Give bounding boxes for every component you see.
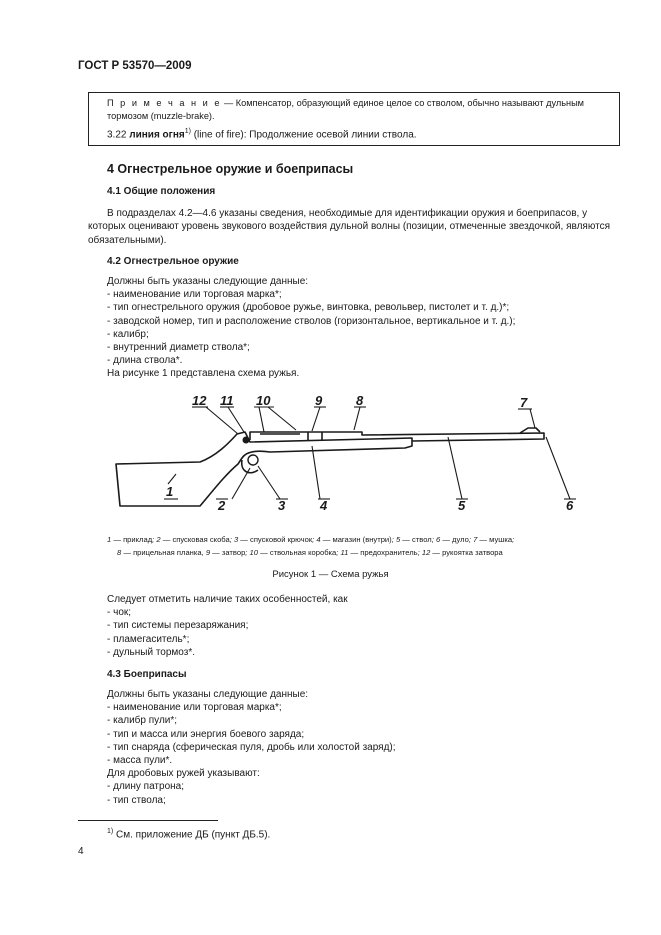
list-item: Для дробовых ружей указывают: [107,768,260,780]
list-item: На рисунке 1 представлена схема ружья. [107,368,300,380]
footnote-text: См. приложение ДБ (пункт ДБ.5). [113,829,271,841]
subsection-4-1-text: В подразделах 4.2—4.6 указаны сведения, необходимые для идентификации оружия и боеприпасов, у которых оценивают уровень звукового воздействия дульной волны (позиции, отмеченные звездочкой, являются обязательными). [88,208,610,246]
figure-caption: Рисунок 1 — Схема ружья [272,569,389,580]
legend-line-1: 1 — приклад; 2 — спусковая скоба; 3 — спусковой крючок; 4 — магазин (внутри); 5 — ствол; 6 — дуло; 7 — мушка; [107,535,515,544]
callout-7: 7 [520,395,528,410]
list-item: - тип ствола; [107,794,166,806]
receiver-outline [260,432,322,440]
callout-8: 8 [356,393,364,408]
note-body: — Компенсатор, образующий единое целое со стволом, обычно называют дульным тормозом (muzzle-brake). [107,98,584,121]
callout-9: 9 [315,393,323,408]
footnote [107,828,270,840]
list-item: - наименование или торговая марка*; [107,289,282,301]
list-item: - тип огнестрельного оружия (дробовое ружье, винтовка, револьвер, пистолет и т. д.)*; [107,302,510,314]
subsection-4-2-list [107,275,515,381]
subsection-4-3-title: 4.3 Боеприпасы [107,669,187,680]
list-item: - наименование или торговая марка*; [107,702,282,714]
note-text [107,97,615,123]
legend-line-2: 8 — прицельная планка, 9 — затвор; 10 — ствольная коробка; 11 — предохранитель; 12 — рукоятка затвора [117,548,503,557]
callout-6: 6 [566,498,574,513]
rifle-diagram [100,388,600,518]
front-sight-outline [520,428,540,433]
stock-outline [116,432,412,506]
list-item: - калибр; [107,328,149,340]
list-item: - чок; [107,607,132,619]
callout-1: 1 [166,484,174,499]
list-item: - длину патрона; [107,781,184,793]
callout-11: 11 [220,393,234,408]
list-item: - тип и масса или энергия боевого заряда; [107,728,305,740]
document-header: ГОСТ Р 53570—2009 [78,60,192,72]
list-item: - длина ствола*. [107,355,183,367]
list-item: - заводской номер, тип и расположение стволов (горизонтальное, вертикальное и т. д.); [107,315,516,327]
trigger-guard-outline [242,460,258,473]
list-item: - дульный тормоз*. [107,646,196,658]
footnote-divider [78,820,218,821]
callout-2: 2 [218,498,226,513]
subsection-4-1-title: 4.1 Общие положения [107,186,216,197]
subsection-4-2-title: 4.2 Огнестрельное оружие [107,256,239,267]
callout-12: 12 [192,393,207,408]
definition-3-22 [107,128,417,140]
definition-footnote-ref: 1) [184,128,191,135]
list-item: Должны быть указаны следующие данные: [107,276,309,287]
trigger-guard-ring [248,455,258,465]
definition-number: 3.22 [107,129,130,141]
callout-3: 3 [278,498,286,513]
features-list [107,593,348,659]
list-item: - внутренний диаметр ствола*; [107,342,250,354]
callout-5: 5 [458,498,466,513]
list-item: Должны быть указаны следующие данные: [107,689,309,700]
footnote-marker: 1) [107,828,114,835]
bolt-handle-knob [243,437,250,444]
list-item: - тип снаряда (сферическая пуля, дробь или холостой заряд); [107,741,396,753]
note-label: П р и м е ч а н и е [107,98,222,108]
list-item: - пламегаситель*; [107,633,190,645]
list-item: Следует отметить наличие таких особенностей, как [107,594,348,605]
subsection-4-3-list [107,688,396,807]
figure-legend [107,533,607,559]
callout-10: 10 [256,393,271,408]
section-title: 4 Огнестрельное оружие и боеприпасы [107,162,354,176]
callout-4: 4 [320,498,328,513]
list-item: - калибр пули*; [107,715,178,727]
list-item: - масса пули*. [107,755,173,767]
definition-term: линия огня [129,129,185,141]
definition-text: (line of fire): Продолжение осевой линии ствола. [190,129,417,141]
page-number: 4 [78,846,84,857]
list-item: - тип системы перезаряжания; [107,620,249,632]
